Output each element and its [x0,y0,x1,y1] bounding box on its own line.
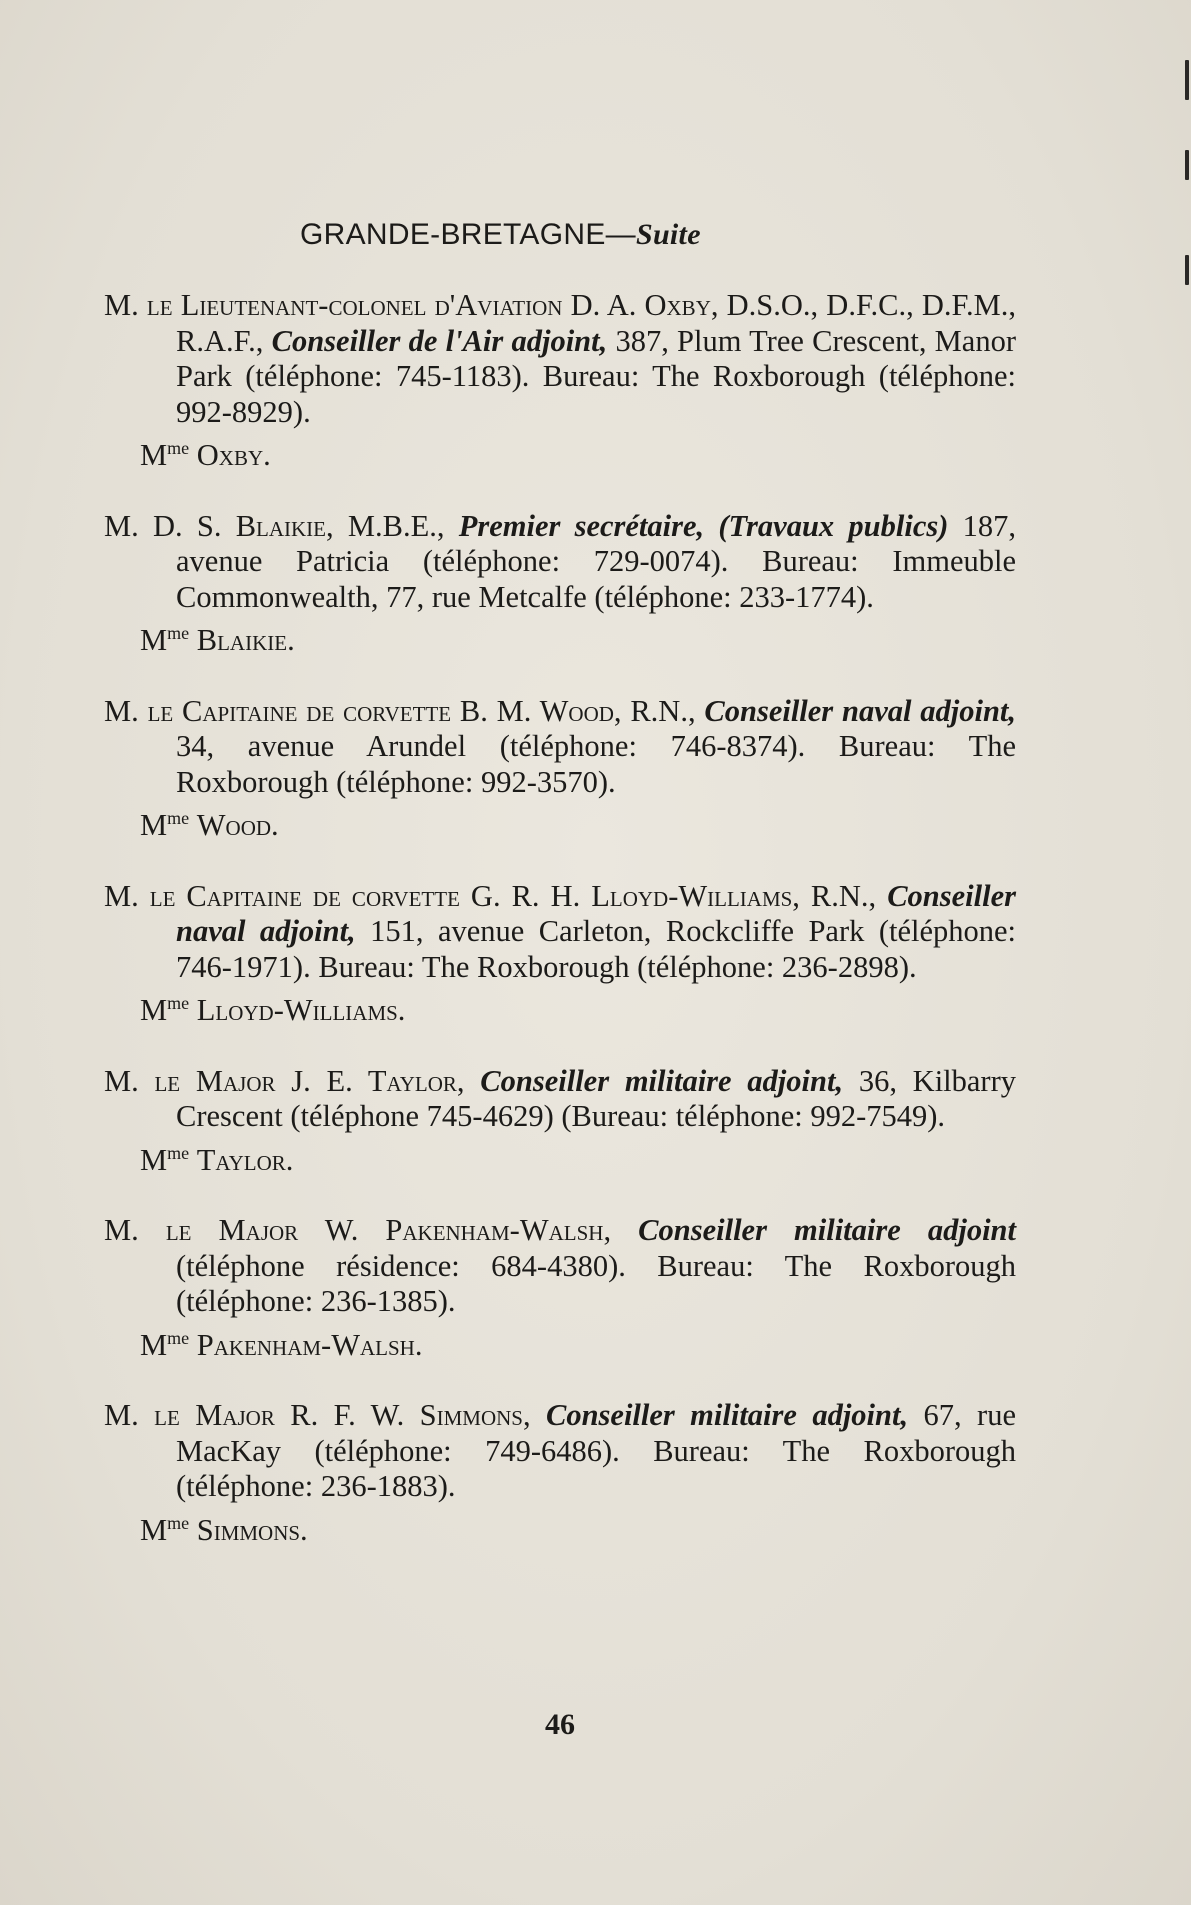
entry-title: Conseiller militaire adjoint, [480,1063,844,1098]
list-item [104,288,1016,474]
entry-name: le Capitaine de corvette B. M. Wood, R.N., [147,693,696,728]
list-item [104,879,1016,1029]
page-edge-mark [1185,150,1189,180]
spouse-line [140,1328,1016,1364]
entry-name: le Major W. Pakenham-Walsh, [165,1213,612,1247]
entry-details: (téléphone résidence: 684-4380). Bureau: The Roxborough (téléphone: 236-1385). [176,1248,1016,1318]
entry-title: Conseiller de l'Air adjoint, [271,323,608,358]
entry-details: 151, avenue Carleton, Rockcliffe Park (téléphone: 746-1971). Bureau: The Roxborough (téléphone: 236-2898). [176,914,1017,984]
spouse-sup: me [167,1512,190,1533]
entry-prefix: M. [104,1398,139,1432]
spouse-name: Simmons. [196,1512,308,1547]
spouse-name: Taylor. [196,1142,294,1177]
entry-prefix: M. [104,508,139,543]
entry-name: le Major J. E. Taylor, [154,1063,465,1098]
entry-prefix: M. [104,1213,139,1247]
spouse-prefix: M [140,993,168,1027]
entry-title: Conseiller militaire adjoint, [545,1398,909,1432]
entry-prefix: M. [104,1063,139,1098]
entry-title: Premier secrétaire, (Travaux publics) [458,508,949,543]
page-number: 46 [545,1708,575,1741]
spouse-line [140,438,1016,474]
spouse-name: Wood. [196,808,279,842]
spouse-name: Blaikie. [196,623,295,657]
entry-details: 187, avenue Patricia (téléphone: 729-0074). Bureau: Immeuble Commonwealth, 77, rue Metcalfe (téléphone: 233-1774). [176,508,1016,614]
entry-prefix: M. [104,693,139,728]
spouse-sup: me [167,1142,190,1163]
page-edge-mark [1185,255,1189,285]
entry-title: Conseiller militaire adjoint [638,1213,1016,1247]
list-item [104,1213,1016,1363]
list-item [104,509,1016,659]
list-item [104,694,1016,844]
spouse-prefix: M [140,808,168,842]
entry-title: Conseiller naval adjoint, [176,878,1016,948]
spouse-line [140,1513,1016,1549]
spouse-prefix: M [140,1512,168,1547]
entry-details: 67, rue MacKay (téléphone: 749-6486). Bureau: The Roxborough (téléphone: 236-1883). [176,1398,1016,1503]
entry-details: 34, avenue Arundel (téléphone: 746-8374). Bureau: The Roxborough (téléphone: 992-3570). [176,729,1016,799]
spouse-line [140,1143,1016,1179]
heading-suite: Suite [635,218,701,251]
entry-name: le Capitaine de corvette G. R. H. Lloyd-Williams, R.N., [149,878,877,913]
spouse-sup: me [167,992,190,1013]
personnel-list [104,288,1016,1561]
heading-country: GRANDE-BRETAGNE— [300,218,636,251]
spouse-line [140,808,1016,844]
spouse-name: Oxby. [196,438,271,472]
spouse-sup: me [167,437,190,458]
spouse-name: Lloyd-Williams. [196,993,406,1027]
spouse-prefix: M [140,623,168,657]
entry-name: le Major R. F. W. Simmons, [154,1398,531,1432]
spouse-prefix: M [140,1327,168,1362]
list-item [104,1064,1016,1179]
entry-name: le Lieutenant-colonel d'Aviation D. A. Oxby, [146,288,719,322]
page-edge-mark [1185,60,1189,100]
spouse-sup: me [167,807,190,828]
entry-details: 387, Plum Tree Crescent, Manor Park (téléphone: 745-1183). Bureau: The Roxborough (téléphone: 992-8929). [176,323,1016,429]
spouse-sup: me [167,1327,190,1348]
entry-honours: D.S.O., D.F.C., D.F.M., R.A.F., [176,288,1017,358]
entry-prefix: M. [104,288,139,322]
entry-title: Conseiller naval adjoint, [704,693,1017,728]
spouse-line [140,623,1016,659]
list-item [104,1398,1016,1548]
entry-details: 36, Kilbarry Crescent (téléphone 745-4629) (Bureau: téléphone: 992-7549). [176,1063,1016,1133]
entry-name: D. S. Blaikie, M.B.E., [152,508,445,543]
entry-prefix: M. [104,878,139,913]
spouse-prefix: M [140,438,168,472]
section-heading [300,218,701,252]
spouse-prefix: M [140,1142,168,1177]
spouse-sup: me [167,622,190,643]
spouse-line [140,993,1016,1029]
spouse-name: Pakenham-Walsh. [196,1327,423,1362]
